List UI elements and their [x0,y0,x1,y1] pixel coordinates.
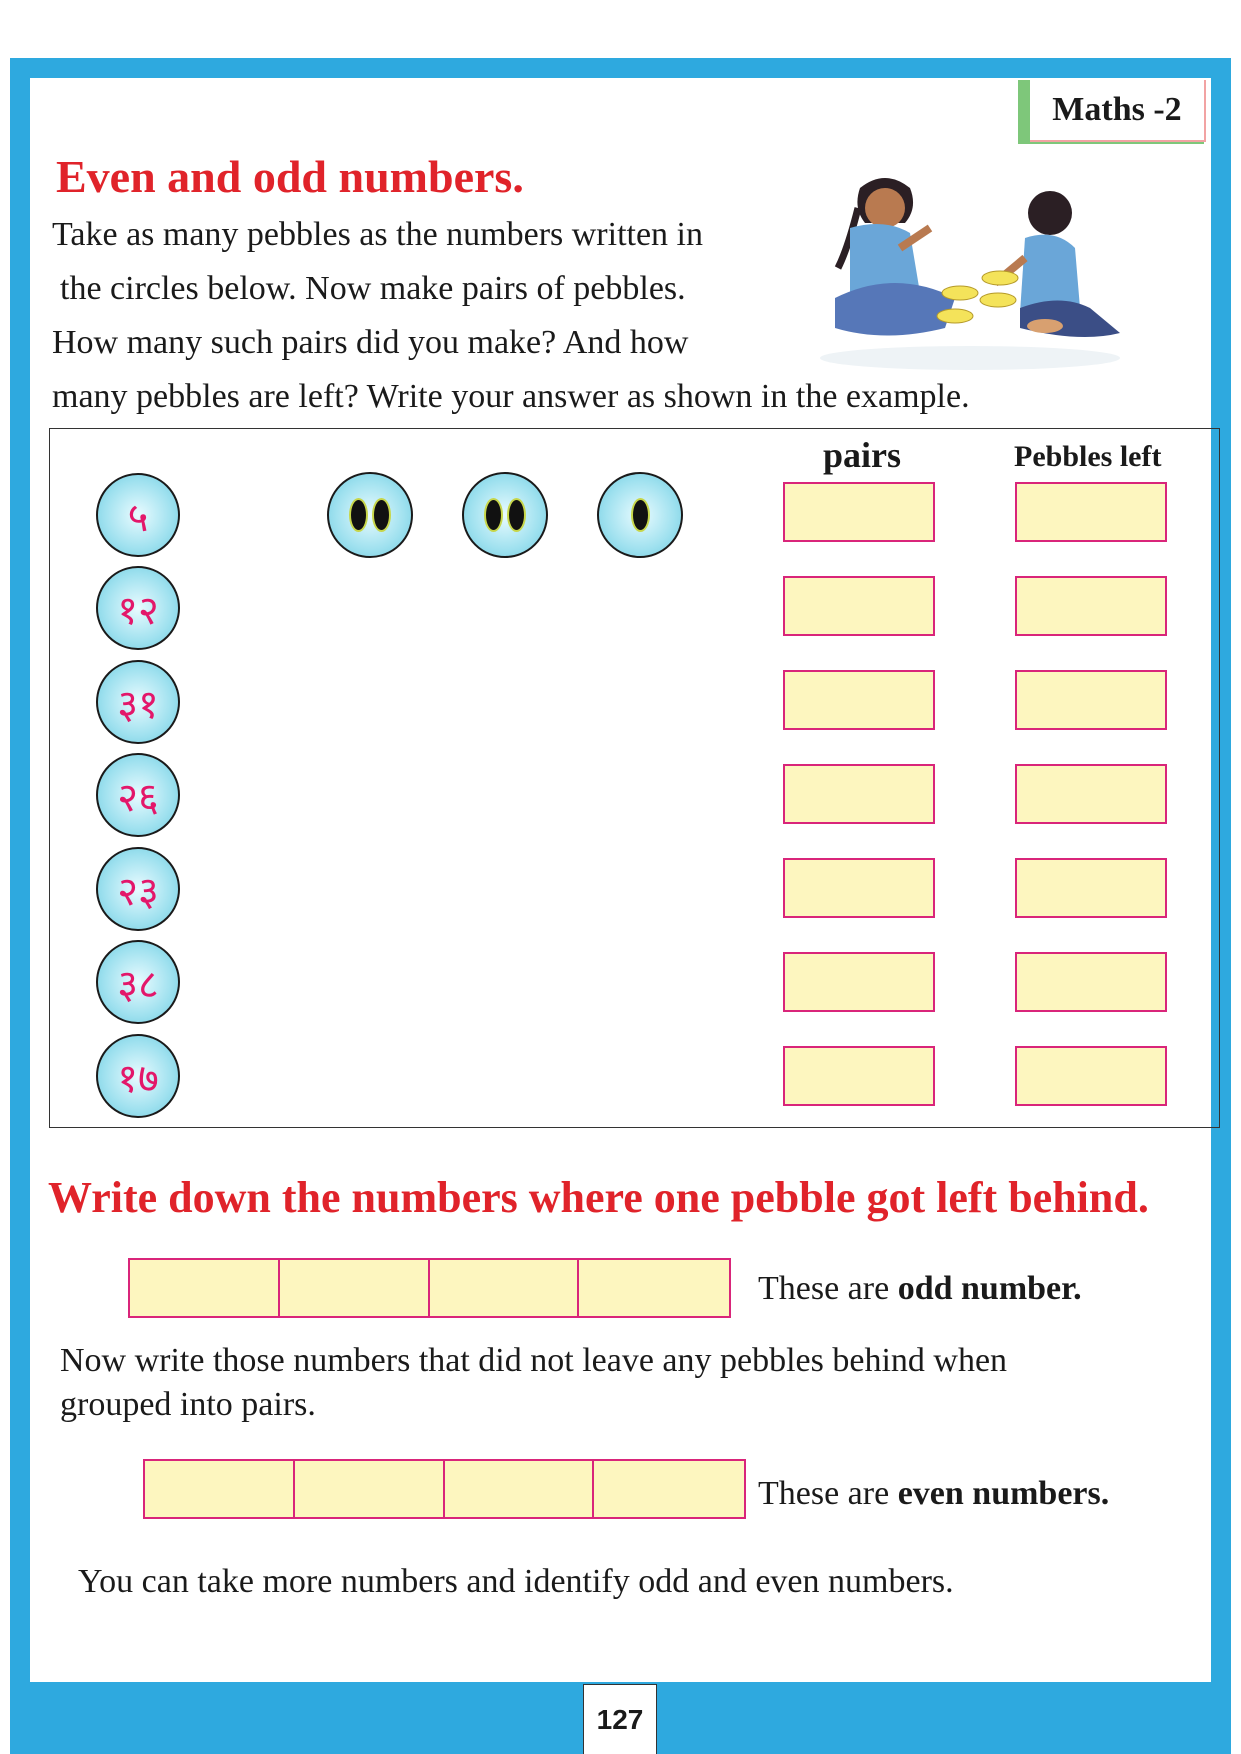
odd-number-input-cell[interactable] [430,1260,580,1316]
intro-line-3: How many such pairs did you make? And how [52,324,689,361]
even-number-input-cell[interactable] [445,1461,595,1517]
column-header-pebbles-left: Pebbles left [1014,440,1162,473]
pairs-answer-box[interactable] [783,858,935,918]
pairs-answer-box[interactable] [783,482,935,542]
pebbles-left-answer-box[interactable] [1015,576,1167,636]
intro-line-4: many pebbles are left? Write your answer as shown in the example. [52,378,970,415]
pairs-answer-box[interactable] [783,764,935,824]
even-instruction-line-2: grouped into pairs. [60,1386,316,1423]
page-number: 127 [583,1684,657,1754]
even-number-input-cell[interactable] [295,1461,445,1517]
even-instruction-line-1: Now write those numbers that did not leave any pebbles behind when [60,1342,1008,1379]
pairs-answer-box[interactable] [783,952,935,1012]
pairs-answer-box[interactable] [783,1046,935,1106]
even-number-input-cell[interactable] [145,1461,295,1517]
pebble-single [597,472,683,558]
even-number-input-cell[interactable] [594,1461,744,1517]
pebbles-left-answer-box[interactable] [1015,1046,1167,1106]
even-numbers-answer-strip [143,1459,746,1519]
number-circle: २६ [96,753,180,837]
pebbles-left-answer-box[interactable] [1015,764,1167,824]
number-circle: १७ [96,1034,180,1118]
odd-section-heading: Write down the numbers where one pebble got left behind. [48,1173,1149,1222]
pairs-answer-box[interactable] [783,670,935,730]
odd-numbers-answer-strip [128,1258,731,1318]
pebbles-left-answer-box[interactable] [1015,952,1167,1012]
pebble-pair [327,472,413,558]
even-numbers-caption: These are even numbers. [758,1475,1110,1512]
number-circle: ३८ [96,940,180,1024]
column-header-pairs: pairs [823,435,902,475]
children-playing-illustration [820,168,1150,378]
pebbles-left-answer-box[interactable] [1015,670,1167,730]
intro-line-1: Take as many pebbles as the numbers written in [52,216,703,253]
number-circle: २३ [96,847,180,931]
subject-tab: Maths -2 [1030,80,1206,142]
number-circle: ५ [96,473,180,557]
intro-line-2: the circles below. Now make pairs of pebbles. [60,270,686,307]
number-circle: १२ [96,566,180,650]
page-title: Even and odd numbers. [56,151,524,202]
pebbles-left-answer-box[interactable] [1015,858,1167,918]
odd-number-input-cell[interactable] [280,1260,430,1316]
pairs-answer-box[interactable] [783,576,935,636]
odd-numbers-caption: These are odd number. [758,1270,1082,1307]
number-circle: ३१ [96,660,180,744]
odd-number-input-cell[interactable] [579,1260,729,1316]
pebbles-left-answer-box[interactable] [1015,482,1167,542]
closing-note: You can take more numbers and identify odd and even numbers. [78,1563,954,1600]
pebble-pair [462,472,548,558]
odd-number-input-cell[interactable] [130,1260,280,1316]
